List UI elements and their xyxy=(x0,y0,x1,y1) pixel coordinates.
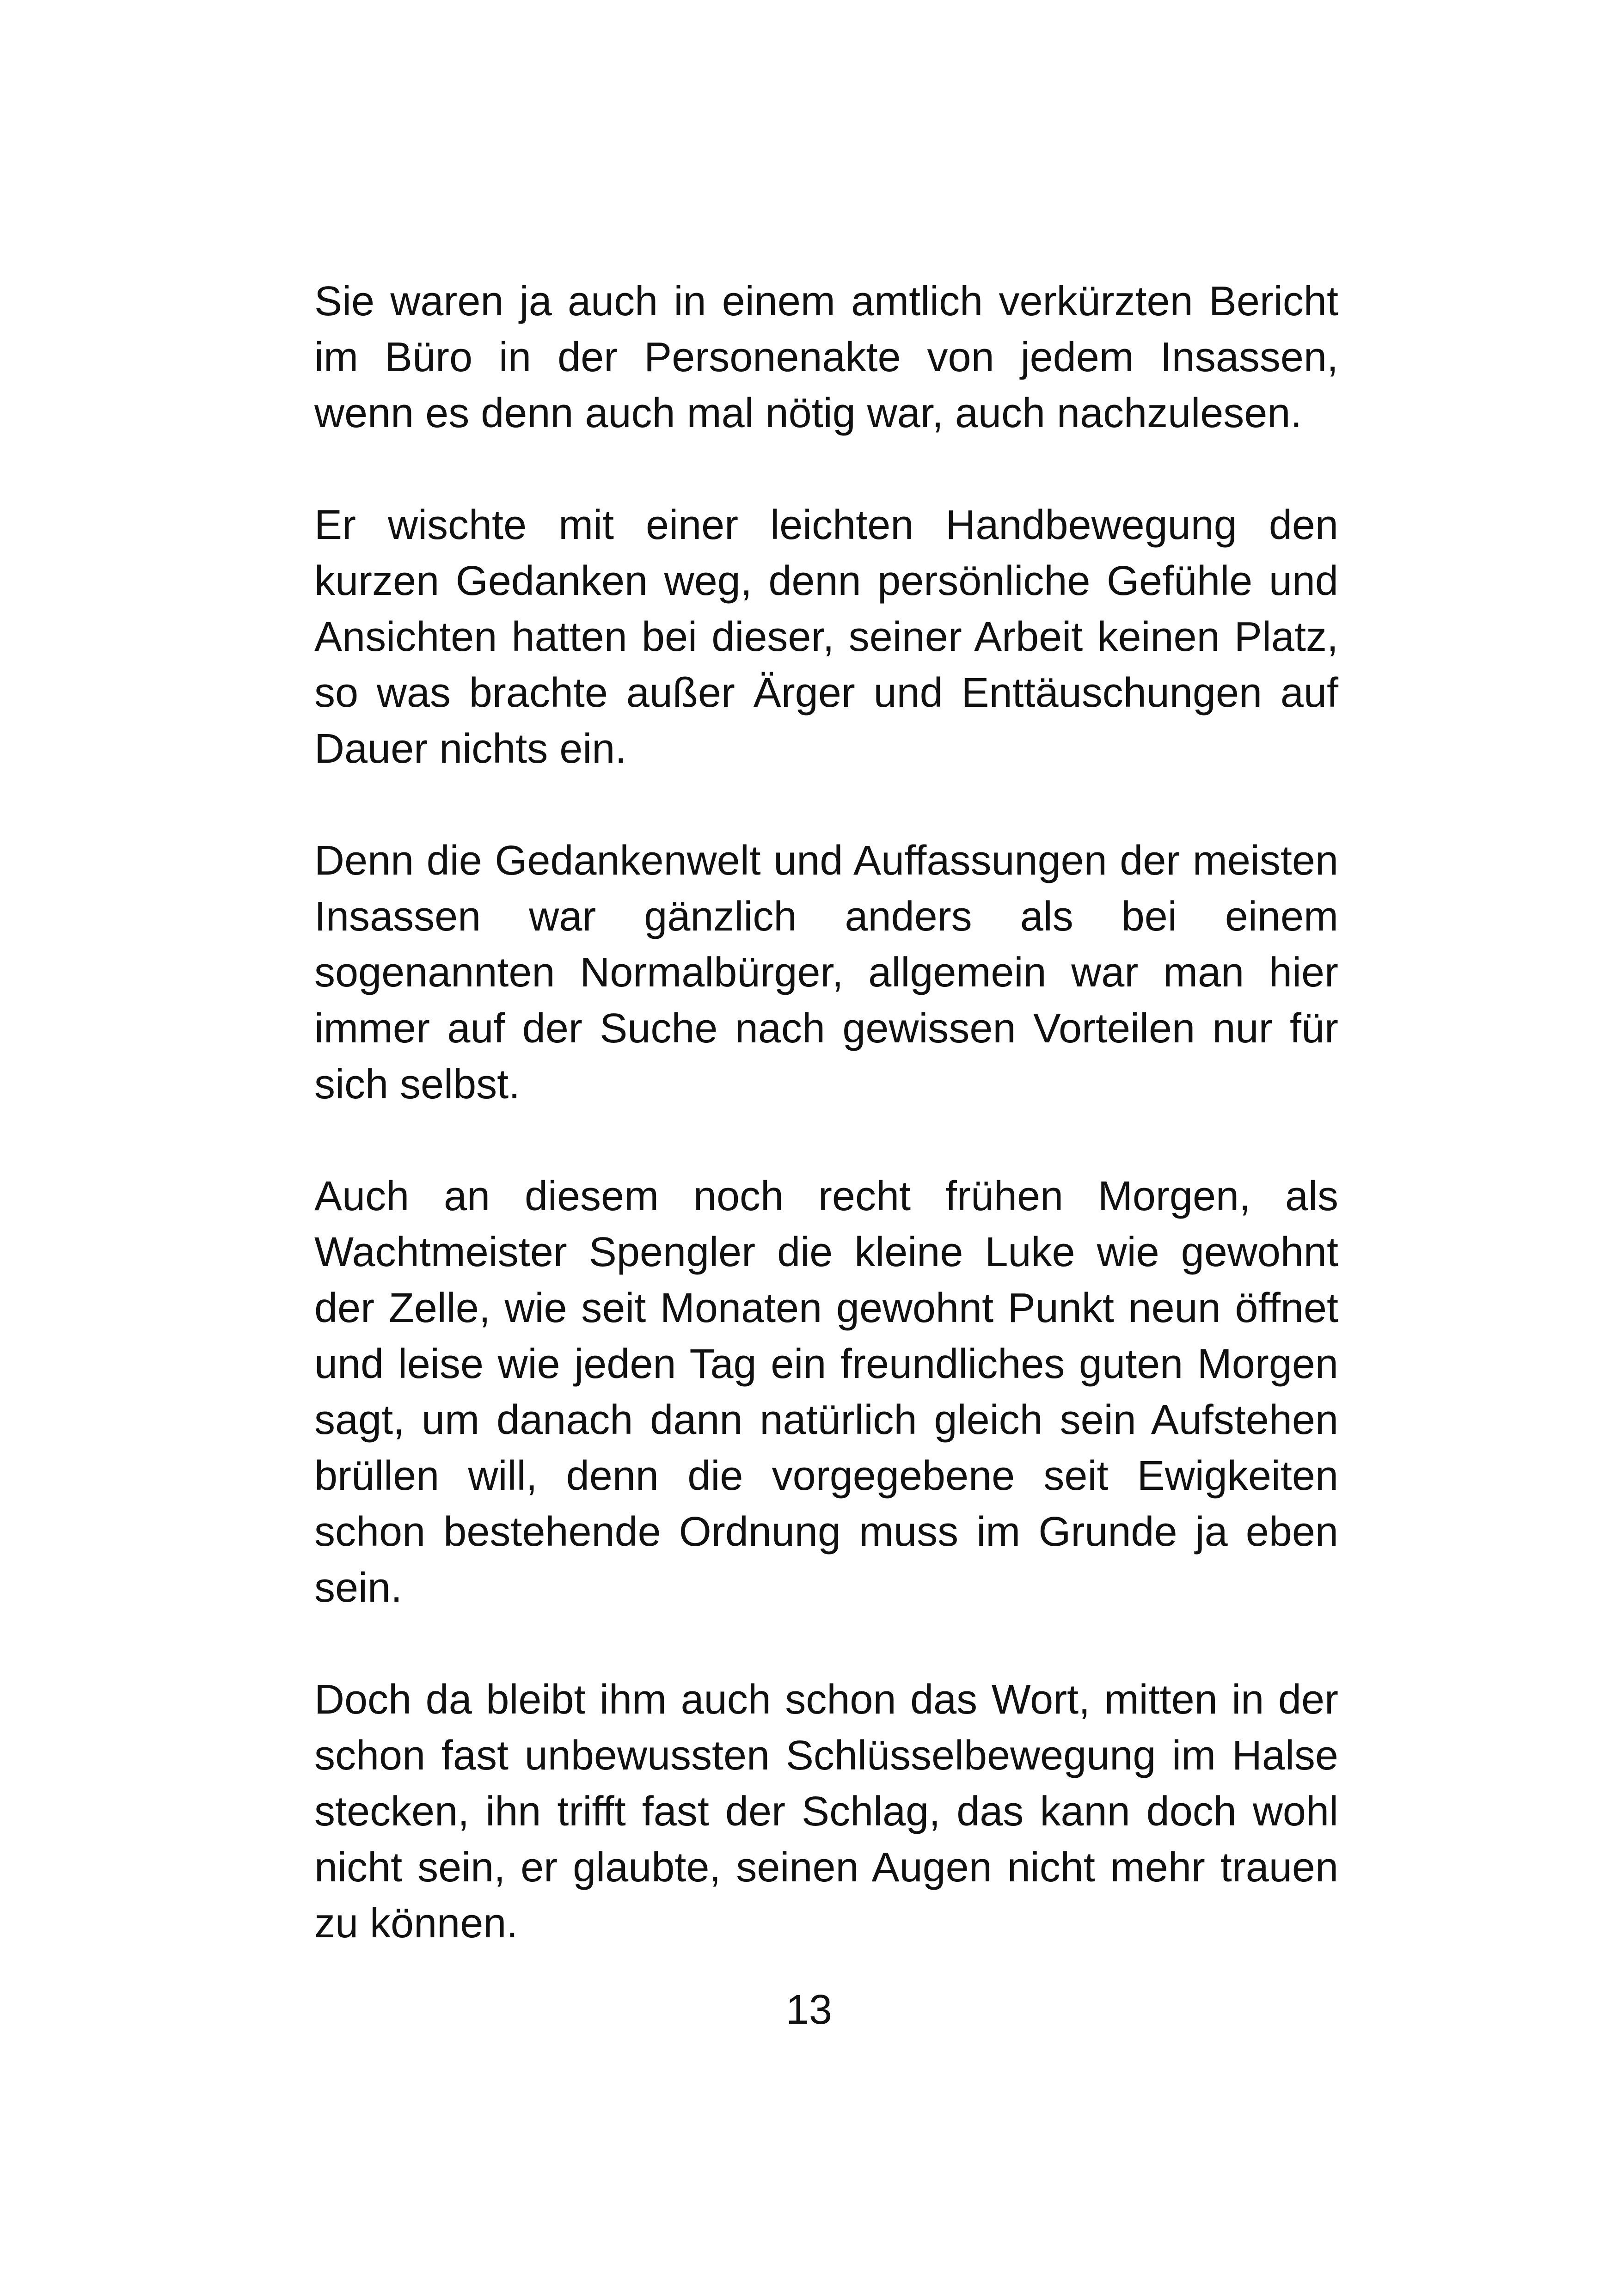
paragraph-1: Sie waren ja auch in einem amtlich verkürzten Bericht im Büro in der Personenakte von jedem Insassen, wenn es denn auch mal nötig war, auch nachzulesen. xyxy=(314,278,1338,436)
body-text xyxy=(314,274,1338,2008)
paragraph-4: Auch an diesem noch recht frühen Morgen, als Wachtmeister Spengler die kleine Luke wie gewohnt der Zelle, wie seit Monaten gewohnt Punkt neun öffnet und leise wie jeden Tag ein freundliches guten Morgen sagt, um danach dann natürlich gleich sein Aufstehen brüllen will, denn die vorgegebene seit Ewigkeiten schon bestehende Ordnung muss im Grunde ja eben sein. xyxy=(314,1173,1338,1611)
paragraph-5: Doch da bleibt ihm auch schon das Wort, mitten in der schon fast unbewussten Schlüsselbewegung im Halse stecken, ihn trifft fast der Schlag, das kann doch wohl nicht sein, er glaubte, seinen Augen nicht mehr trauen zu können. xyxy=(314,1677,1338,1947)
paragraph-2: Er wischte mit einer leichten Handbewegung den kurzen Gedanken weg, denn persönliche Gefühle und Ansichten hatten bei dieser, seiner Arbeit keinen Platz, so was brachte außer Ärger und Enttäuschungen auf Dauer nichts ein. xyxy=(314,502,1338,772)
paragraph-3: Denn die Gedankenwelt und Auffassungen der meisten Insassen war gänzlich anders als bei einem sogenannten Normalbürger, allgemein war man hier immer auf der Suche nach gewissen Vorteilen nur für sich selbst. xyxy=(314,838,1338,1108)
page-number: 13 xyxy=(785,1987,833,2033)
